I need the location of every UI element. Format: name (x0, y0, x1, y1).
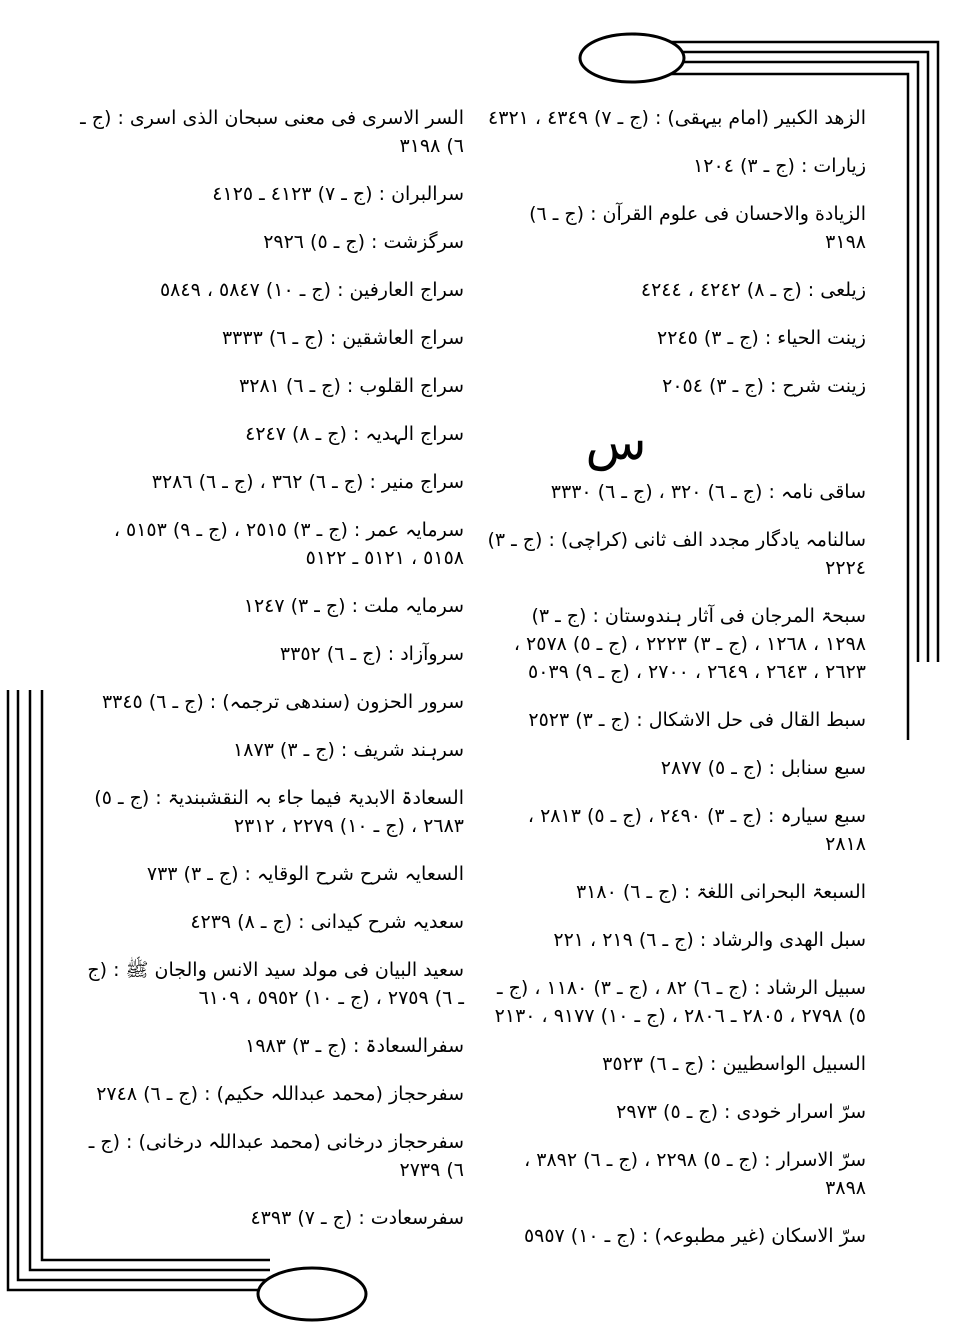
index-entry: سرمایہ عمر : (ج ـ ٣) ٢٥١٥ ، (ج ـ ٩) ٥١٥٣ ، ٥١٥٨ ، ٥١٢١ ـ ٥١٢٢ (113, 519, 464, 569)
index-entry: السبعۃ البحرانی اللغۃ : (ج ـ ٦) ٣١٨٠ (575, 881, 866, 903)
index-entry: سرور الحزون (سندھی ترجمہ) : (ج ـ ٦) ٣٣٤٥ (101, 691, 464, 713)
index-entry: سبع سنابل : (ج ـ ٥) ٢٨٧٧ (660, 757, 866, 779)
index-entry: سبیل الرشاد : (ج ـ ٦) ٨٢ ، (ج ـ ٣) ١١٨٠ ، (ج ـ ٥) ٢٧٩٨ ، ٢٨٠٥ ـ ٢٨٠٦ ، (ج ـ ١٠) ٩١٧٧ ، ٢١٣٠ (494, 977, 866, 1027)
index-entry: سراج العارفین : (ج ـ ١٠) ٥٨٤٧ ، ٥٨٤٩ (159, 279, 464, 301)
index-entry: سبع سیارہ : (ج ـ ٣) ٢٤٩٠ ، (ج ـ ٥) ٢٨١٣ ، ٢٨١٨ (527, 805, 866, 855)
index-entry: سرمایہ ملت : (ج ـ ٣) ١٢٤٧ (243, 595, 464, 617)
bottom-ornament-oval (258, 1268, 366, 1320)
index-entry: سرالبران : (ج ـ ٧) ٤١٢٣ ـ ٤١٢٥ (212, 183, 464, 205)
section-letter-heading: س (585, 413, 647, 471)
index-entry: سبحۃ المرجان فی آثار ہندوستان : (ج ـ ٣) ١٢٩٨ ، ١٢٦٨ ، (ج ـ ٣) ٢٢٢٣ ، (ج ـ ٥) ٢٥٧٨ ، ٢٦٢٣ ، ٢٦٤٣ ، ٢٦٤٩ ، ٢٧٠٠ ، (ج ـ ٩) ٥٠٣٩ (513, 605, 866, 683)
index-entry: سبط القال فی حل الاشکال : (ج ـ ٣) ٢٥٢٣ (528, 709, 866, 731)
index-entry: زینت شرح : (ج ـ ٣) ٢٠٥٤ (662, 375, 866, 397)
index-entry: سالنامہ یادگار مجدد الف ثانی (کراچی) : (ج ـ ٣) ٢٢٢٤ (487, 529, 866, 579)
index-entry: سفرالسعادۃ : (ج ـ ٣) ١٩٨٣ (245, 1035, 464, 1057)
index-entry: زینت الحیاء : (ج ـ ٣) ٢٢٤٥ (657, 327, 866, 349)
index-entry: السعایہ شرح شرح الوقایہ : (ج ـ ٣) ٧٣٣ (146, 863, 464, 885)
index-entry: سراج الہدیہ : (ج ـ ٨) ٤٢٤٧ (245, 423, 464, 445)
index-entry: الزھد الکبیر (امام بیہقی) : (ج ـ ٧) ٤٣٤٩ ، ٤٣٢١ (488, 107, 866, 129)
index-entry: الزیادة والاحسان فی علوم القرآن : (ج ـ ٦) ٣١٩٨ (529, 203, 866, 253)
index-entry: زیلعی : (ج ـ ٨) ٤٢٤٢ ، ٤٢٤٤ (640, 279, 866, 301)
right-column (486, 104, 866, 1270)
index-entry: سفرحجاز درخانی (محمد عبداللہ درخانی) : (ج ـ ٦) ٢٧٣٩ (88, 1131, 464, 1181)
index-entry: سفرسعادت : (ج ـ ٧) ٤٣٩٣ (250, 1207, 464, 1229)
index-entry: سفرحجاز (محمد عبداللہ حکیم) : (ج ـ ٦) ٢٧٤٨ (96, 1083, 464, 1105)
index-entry: سعید البیان فی مولد سید الانس والجان ﷺ : (ج ـ ٦) ٢٧٥٩ ، (ج ـ ١٠) ٥٩٥٢ ، ٦١٠٩ (87, 959, 464, 1009)
index-entry: السر الاسری فی معنی سبحان الذی اسری : (ج ـ ٦) ٣١٩٨ (80, 107, 464, 157)
index-entry: السبیل الواسطیین : (ج ـ ٦) ٣٥٢٣ (602, 1053, 866, 1075)
index-entry: سرہند شریف : (ج ـ ٣) ١٨٧٣ (233, 739, 464, 761)
index-entry: ساقی نامہ : (ج ـ ٦) ٣٢٠ ، (ج ـ ٦) ٣٣٣٠ (550, 481, 866, 503)
index-entry: سراج القلوب : (ج ـ ٦) ٣٢٨١ (239, 375, 464, 397)
top-ornament-oval (580, 34, 684, 82)
index-entry: سرّ الاسرار : (ج ـ ٥) ٢٢٩٨ ، (ج ـ ٦) ٣٨٩٢ ، ٣٨٩٨ (524, 1149, 866, 1199)
index-entry: سرّ الاسکان (غیر مطبوعہ) : (ج ـ ١٠) ٥٩٥٧ (523, 1225, 866, 1247)
left-column (78, 104, 464, 1252)
index-entry: سرّ اسرار خودی : (ج ـ ٥) ٢٩٧٣ (616, 1101, 866, 1123)
index-entry: سراج العاشقین : (ج ـ ٦) ٣٣٣٣ (221, 327, 464, 349)
index-entry: سروآزاد : (ج ـ ٦) ٣٣٥٢ (279, 643, 464, 665)
index-entry: زیارات : (ج ـ ٣) ١٢٠٤ (693, 155, 866, 177)
index-entry: سراج منیر : (ج ـ ٦) ٣٦٢ ، (ج ـ ٦) ٣٢٨٦ (151, 471, 464, 493)
index-entry: سبل الھدی والرشاد : (ج ـ ٦) ٢١٩ ، ٢٢١ (553, 929, 866, 951)
index-entry: سعدیہ شرح کیدانی : (ج ـ ٨) ٤٢٣٩ (190, 911, 464, 933)
index-entry: السعادۃ الابدیۃ فیما جاء بہ النقشبندیۃ : (ج ـ ٥) ٢٦٨٣ ، (ج ـ ١٠) ٢٢٧٩ ، ٢٣١٢ (94, 787, 464, 837)
index-entry: سرگزشت : (ج ـ ٥) ٢٩٢٦ (263, 231, 464, 253)
